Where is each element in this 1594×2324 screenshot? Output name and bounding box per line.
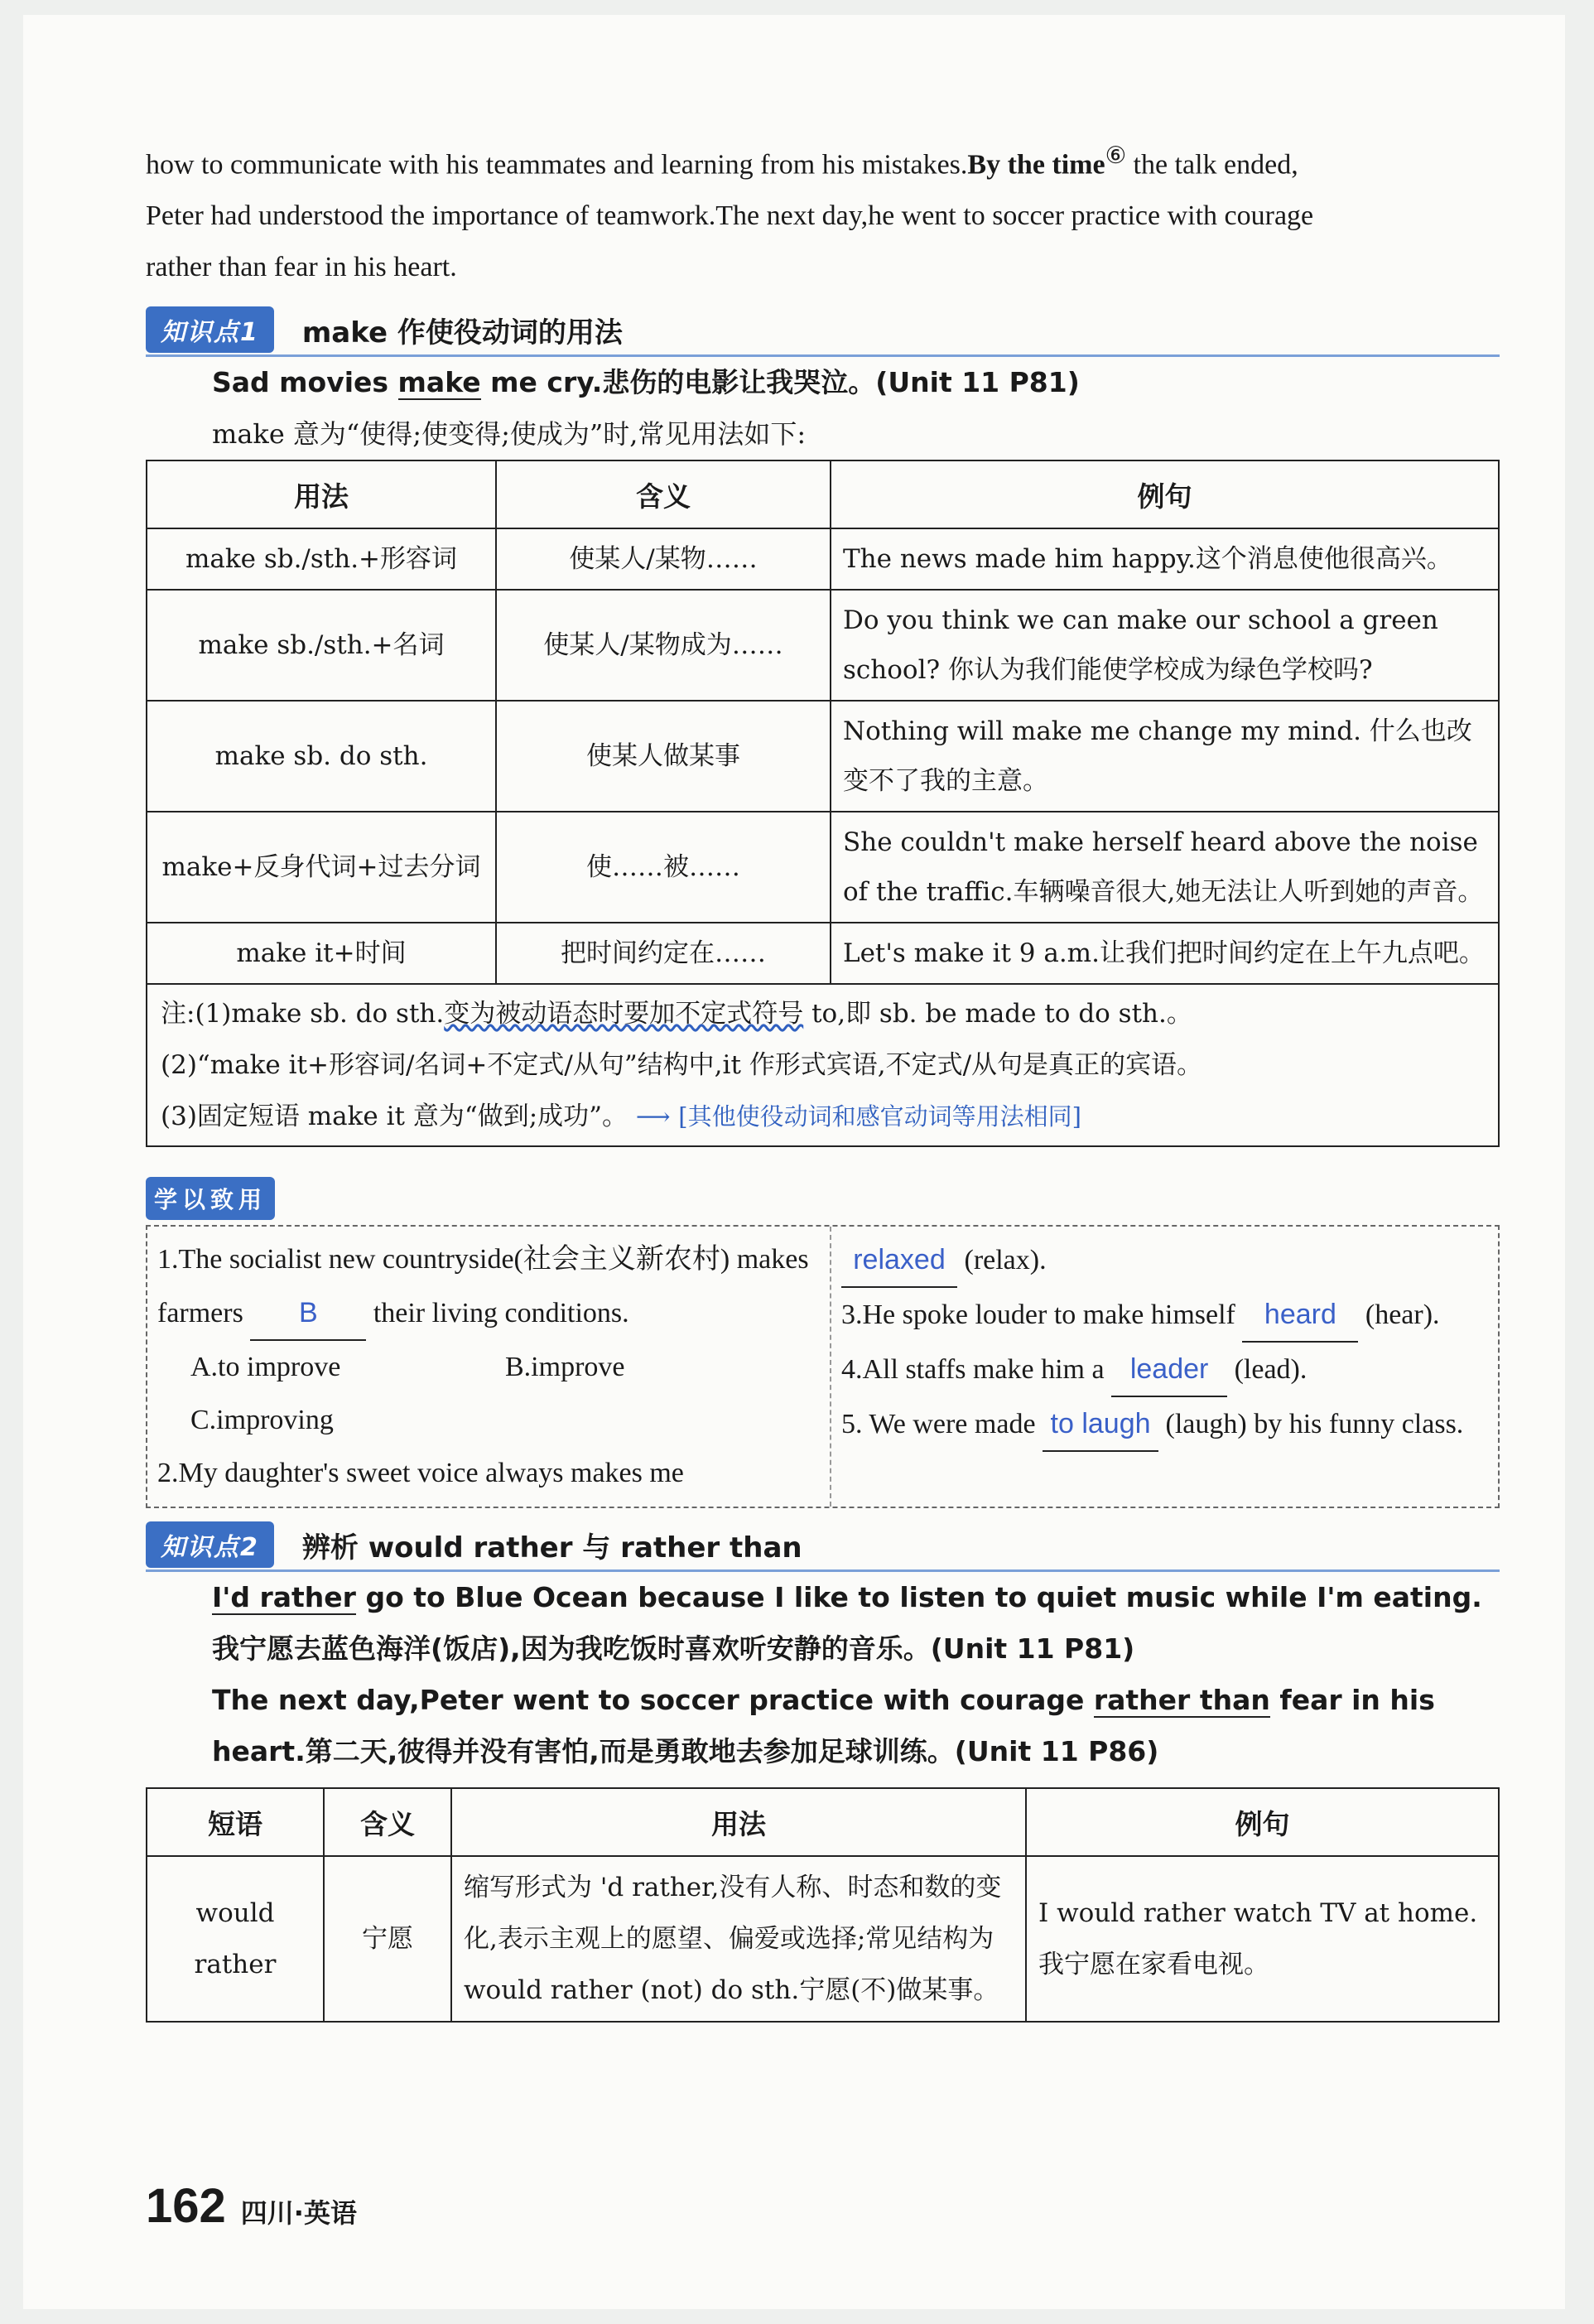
make-usage-table [146, 460, 1500, 985]
answer-blank: relaxed [841, 1233, 957, 1288]
meaning-cell: 使某人做某事 [496, 701, 831, 812]
kp1-heading [146, 305, 1500, 357]
page-number: 162 [146, 2179, 226, 2233]
option: A.to improve [190, 1352, 341, 1383]
usage-cell: make sb./sth.+名词 [147, 590, 496, 701]
note-2: (2)“make it+形容词/名词+不定式/从句”结构中,it 作形式宾语,不定式/从句是真正的宾语。 [161, 1050, 1203, 1081]
question-2-cont [841, 1233, 1488, 1288]
usage-cell: make sb./sth.+形容词 [147, 528, 496, 590]
text: 注:(1)make sb. do sth. [161, 999, 445, 1029]
intro-paragraph [146, 131, 1500, 293]
answer-blank: leader [1111, 1343, 1227, 1397]
kp1-intro: make 意为“使得;使变得;使成为”时,常见用法如下: [212, 418, 807, 451]
answer-blank: to laugh [1043, 1397, 1158, 1452]
choice-row [157, 1394, 820, 1447]
table-header: 用法 [451, 1788, 1026, 1856]
content [146, 131, 1500, 2023]
handwritten-annotation: [其他使役动词和感官动词等用法相同] [678, 1102, 1081, 1131]
table-header-row [147, 460, 1499, 528]
text: The next day,Peter went to soccer practice with courage [212, 1684, 1094, 1717]
footer-label: 四川·英语 [240, 2197, 357, 2229]
text: (lead). [1234, 1354, 1307, 1386]
text: how to communicate with his teammates and learning from his mistakes. [146, 149, 968, 181]
page [23, 15, 1565, 2309]
example-cell: The news made him happy.这个消息使他很高兴。 [831, 528, 1499, 590]
choice-row [157, 1341, 820, 1394]
meaning-cell: 使某人/某物成为…… [496, 590, 831, 701]
bold-phrase: By the time [967, 149, 1105, 181]
answer-blank: heard [1242, 1288, 1358, 1343]
rather-table [146, 1787, 1500, 2023]
table-header: 用法 [147, 460, 496, 528]
text: (relax). [964, 1245, 1047, 1276]
usage-cell: 缩写形式为 'd rather,没有人称、时态和数的变化,表示主观上的愿望、偏爱或选择;常见结构为 would rather (not) do sth.宁愿(不)做某事。 [451, 1856, 1026, 2022]
kp2-example-2 [146, 1675, 1500, 1777]
kp2-heading [146, 1520, 1500, 1572]
text: their living conditions. [373, 1298, 629, 1329]
question-1 [157, 1233, 820, 1341]
meaning-cell: 宁愿 [324, 1856, 451, 2022]
text: 3.He spoke louder to make himself [841, 1299, 1235, 1331]
practice-heading [146, 1177, 1500, 1220]
table-header: 含义 [496, 460, 831, 528]
text: 4.All staffs make him a [841, 1354, 1105, 1386]
meaning-cell: 使某人/某物…… [496, 528, 831, 590]
footnote-mark: ⑥ [1105, 143, 1126, 169]
example-cell: Do you think we can make our school a green school? 你认为我们能使学校成为绿色学校吗? [831, 590, 1499, 701]
question-5 [841, 1397, 1488, 1452]
phrase-cell: would rather [147, 1856, 324, 2022]
table-header: 例句 [1026, 1788, 1499, 1856]
kp1-badge: 知识点1 [146, 306, 274, 353]
kp2-title: 辨析 would rather 与 rather than [301, 1531, 802, 1565]
meaning-cell: 使……被…… [496, 812, 831, 923]
example-cell: Nothing will make me change my mind. 什么也改变不了我的主意。 [831, 701, 1499, 812]
handwritten-arrow-icon: ⟶ [635, 1102, 671, 1131]
text: me cry.悲伤的电影让我哭泣。(Unit 11 P81) [480, 366, 1080, 399]
text: the talk ended, [1126, 149, 1298, 181]
text: Peter had understood the importance of teamwork.The next day,he went to soccer practice with courage [146, 200, 1314, 232]
note-3 [161, 1091, 1485, 1142]
practice-left-column [147, 1227, 831, 1507]
kp2-badge: 知识点2 [146, 1521, 274, 1568]
underlined-word: make [397, 366, 481, 399]
table-row [147, 812, 1499, 923]
meaning-cell: 把时间约定在…… [496, 923, 831, 984]
note-1 [161, 988, 1485, 1039]
kp2-example-1 [146, 1572, 1500, 1675]
table-row [147, 590, 1499, 701]
text: fear in his heart.第二天,彼得并没有害怕,而是勇敢地去参加足球训练。(Unit 11 P86) [212, 1684, 1435, 1768]
question-2: 2.My daughter's sweet voice always makes me [157, 1458, 684, 1489]
example-cell: She couldn't make herself heard above the noise of the traffic.车辆噪音很大,她无法让人听到她的声音。 [831, 812, 1499, 923]
question-3 [841, 1288, 1488, 1343]
text: go to Blue Ocean because I like to listen to quiet music while I'm eating.我宁愿去蓝色海洋(饭店),因为我吃饭时喜欢听安静的音乐。(Unit 11 P81) [212, 1581, 1482, 1666]
table-header: 短语 [147, 1788, 324, 1856]
usage-cell: make it+时间 [147, 923, 496, 984]
text: to,即 sb. be made to do sth.。 [803, 999, 1192, 1029]
example-cell: I would rather watch TV at home.我宁愿在家看电视。 [1026, 1856, 1499, 2022]
table-row [147, 701, 1499, 812]
page-footer [146, 2178, 357, 2234]
practice-badge: 学以致用 [146, 1177, 275, 1220]
underlined-word: I'd rather [212, 1581, 356, 1614]
practice-box [146, 1225, 1500, 1508]
text: 1.The socialist new countryside(社会主义新农村) makes farmers [157, 1244, 809, 1329]
text: 5. We were made [841, 1409, 1036, 1440]
wavy-text: 变为被动语态时要加不定式符号 [444, 999, 804, 1029]
answer-blank: B [250, 1286, 366, 1341]
text: (3)固定短语 make it 意为“做到;成功”。 [161, 1102, 628, 1132]
table-row [147, 923, 1499, 984]
table-row [147, 528, 1499, 590]
question-4 [841, 1343, 1488, 1397]
text: Sad movies [212, 366, 398, 399]
usage-cell: make sb. do sth. [147, 701, 496, 812]
table-row [147, 1856, 1499, 2022]
kp1-example [146, 357, 1500, 408]
usage-cell: make+反身代词+过去分词 [147, 812, 496, 923]
underlined-word: rather than [1093, 1684, 1270, 1717]
text: (laugh) by his funny class. [1165, 1409, 1464, 1440]
kp1-notes [146, 985, 1500, 1147]
table-header: 含义 [324, 1788, 451, 1856]
practice-right-column [831, 1227, 1498, 1507]
table-header: 例句 [831, 460, 1499, 528]
text: (hear). [1365, 1299, 1440, 1331]
text: rather than fear in his heart. [146, 252, 457, 283]
example-cell: Let's make it 9 a.m.让我们把时间约定在上午九点吧。 [831, 923, 1499, 984]
option: B.improve [505, 1352, 625, 1383]
option: C.improving [190, 1405, 334, 1436]
kp1-title: make 作使役动词的用法 [301, 316, 623, 350]
table-header-row [147, 1788, 1499, 1856]
